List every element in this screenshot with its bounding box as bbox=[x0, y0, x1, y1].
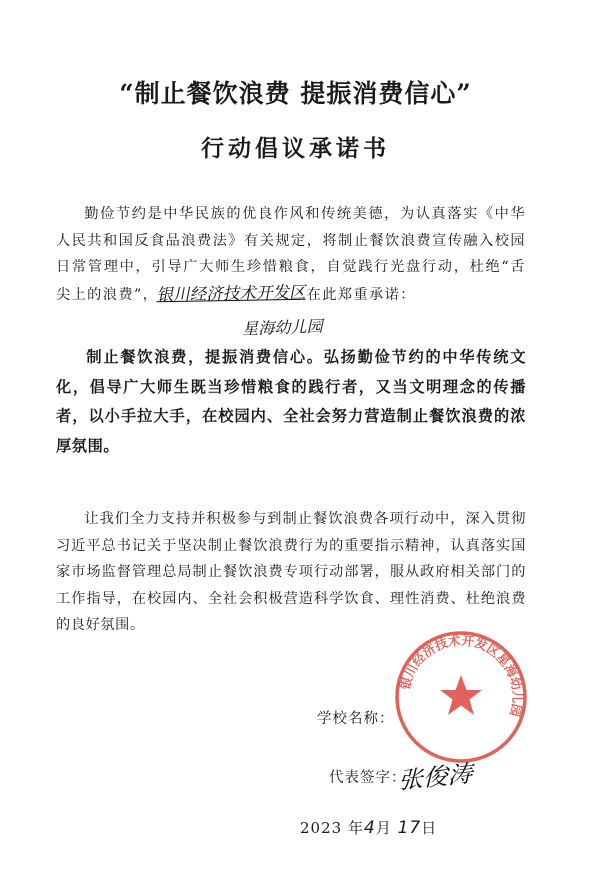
date-day: 17 bbox=[397, 818, 422, 838]
paragraph-intro bbox=[56, 201, 526, 308]
date-year-char: 年 bbox=[347, 819, 364, 837]
date-day-char: 日 bbox=[421, 819, 438, 837]
school-name-label: 学校名称： bbox=[317, 711, 395, 727]
handwritten-signature: 张俊涛 bbox=[396, 759, 479, 795]
date-year: 2023 bbox=[300, 819, 343, 837]
date-month: 4 bbox=[363, 818, 376, 838]
paragraph-commitment: 制止餐饮浪费，提振消费信心。弘扬勤俭节约的中华传统文化，倡导广大师生既当珍惜粮食的践行者，又当文明理念的传播者，以小手拉大手，在校园内、全社会努力营造制止餐饮浪费的浓厚氛围。 bbox=[56, 348, 526, 455]
official-seal bbox=[391, 627, 531, 767]
representative-label: 代表签字： bbox=[329, 770, 407, 786]
handwritten-school-line2: 星海幼儿园 bbox=[241, 316, 327, 339]
paragraph-intro-text: 勤俭节约是中华民族的优良作风和传统美德，为认真落实《中华人民共和国反食品浪费法》有关规定，将制止餐饮浪费宣传融入校园日常管理中，引导广大师生珍惜粮食，自觉践行光盘行动，杜绝“舌尖上的浪费”， bbox=[56, 206, 526, 303]
document-title-line2: 行动倡议承诺书 bbox=[201, 135, 390, 162]
document-title-line1: “制止餐饮浪费 提振消费信心” bbox=[119, 79, 472, 108]
paragraph-intro-tail: 在此郑重承诺： bbox=[306, 286, 416, 303]
seal-text: 银川经济技术开发区星海幼儿园 bbox=[397, 632, 526, 719]
date-month-char: 月 bbox=[375, 819, 392, 837]
paragraph-action: 让我们全力支持并积极参与到制止餐饮浪费各项行动中，深入贯彻习近平总书记关于坚决制止餐饮浪费行为的重要指示精神，认真落实国家市场监督管理总局制止餐饮浪费专项行动部署，服从政府相关部门的工作指导，在校园内、全社会积极营造科学饮食、理性消费、杜绝浪费的良好氛围。 bbox=[56, 511, 526, 633]
document-date bbox=[300, 817, 437, 838]
seal-star-icon bbox=[440, 675, 482, 715]
handwritten-school-line1: 银川经济技术开发区 bbox=[156, 282, 309, 304]
